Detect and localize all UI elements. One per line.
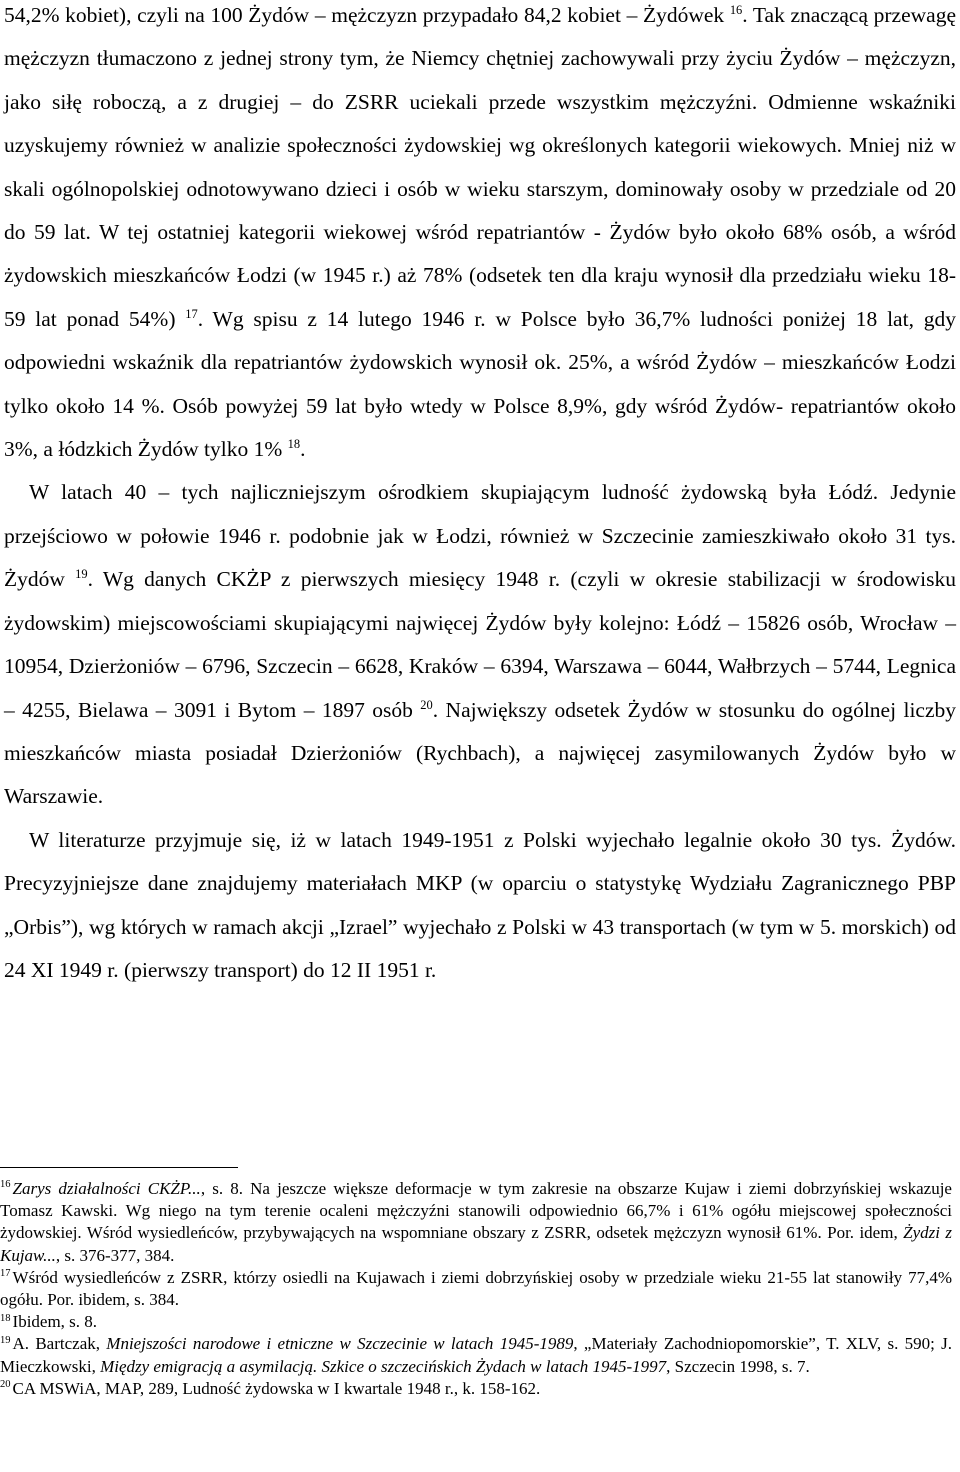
text-run: . Tak znaczącą przewagę mężczyzn tłumaczono z jednej strony tym, że Niemcy chętniej zachowywali przy życiu Żydów – mężczyzn, jako siłę roboczą, a z drugiej – do ZSRR uciekali przede wszystkim mężczyźni. Odmienne wskaźniki uzyskujemy również w analizie społeczności żydowskiej wg określonych kategorii wiekowych. Mniej niż w skali ogólnopolskiej odnotowywano dzieci i osób w wieku starszym, dominowały osoby w przedziale od 20 do 59 lat. W tej ostatniej kategorii wiekowej wśród repatriantów - Żydów było około 68% osób, a wśród żydowskich mieszkańców Łodzi (w 1945 r.) aż 78% (odsetek ten dla kraju wynosił dla przedziału wieku 18-59 lat ponad 54%) bbox=[4, 3, 956, 331]
cited-title: Żydzi z Kujaw... bbox=[0, 1223, 952, 1265]
paragraph-3 bbox=[4, 819, 956, 993]
text-run: . Wg spisu z 14 lutego 1946 r. w Polsce było 36,7% ludności poniżej 18 lat, gdy odpowiedni wskaźnik dla repatriantów żydowskich wynosił ok. 25%, a wśród Żydów – mieszkańców Łodzi tylko około 14 %. Osób powyżej 59 lat było wtedy w Polsce 8,9%, gdy wśród Żydów- repatriantów około 3%, a łódzkich Żydów tylko 1% bbox=[4, 306, 956, 462]
footnote-ref-16[interactable]: 16 bbox=[729, 2, 743, 17]
footnote-number: 19 bbox=[0, 1334, 11, 1346]
text-run: . bbox=[300, 437, 306, 462]
paragraph-1 bbox=[4, 0, 956, 471]
footnote-number: 20 bbox=[0, 1379, 11, 1391]
paragraph-2 bbox=[4, 471, 956, 818]
footnote-20 bbox=[0, 1378, 952, 1400]
text-run: . Wg danych CKŻP z pierwszych miesięcy 1948 r. (czyli w okresie stabilizacji w środowisku żydowskim) miejscowościami skupiającymi najwięcej Żydów były kolejno: Łódź – 15826 osób, Wrocław – 10954, Dzierżoniów – 6796, Szczecin – 6628, Kraków – 6394, Warszawa – 6044, Wałbrzych – 5744, Legnica – 4255, Bielawa – 3091 i Bytom – 1897 osób bbox=[4, 567, 956, 722]
footnote-18 bbox=[0, 1311, 952, 1333]
footnote-number: 17 bbox=[0, 1268, 11, 1280]
footnote-ref-20[interactable]: 20 bbox=[420, 697, 433, 712]
footnote-ref-17[interactable]: 17 bbox=[185, 306, 198, 321]
footnote-number: 18 bbox=[0, 1312, 11, 1324]
footnote-ref-19[interactable]: 19 bbox=[75, 567, 88, 582]
footnote-text: A. Bartczak, bbox=[12, 1334, 107, 1354]
footnote-text: , s. 376-377, 384. bbox=[55, 1245, 175, 1265]
text-run: W latach 40 – tych najliczniejszym ośrodkiem skupiającym ludność żydowską była Łódź. Jedynie przejściowo w połowie 1946 r. podobnie jak w Łodzi, również w Szczecinie zamieszkiwało około 31 tys. Żydów bbox=[4, 480, 956, 592]
footnote-ref-18[interactable]: 18 bbox=[287, 436, 301, 451]
footnote-19 bbox=[0, 1333, 952, 1377]
footnote-text: , „Materiały Zachodniopomorskie”, T. XLV, s. 590; J. Mieczkowski, bbox=[0, 1334, 952, 1376]
footnote-text: CA MSWiA, MAP, 289, Ludność żydowska w I kwartale 1948 r., k. 158-162. bbox=[12, 1378, 541, 1398]
text-run: . Największy odsetek Żydów w stosunku do ogólnej liczby mieszkańców miasta posiadał Dzierżoniów (Rychbach), a najwięcej zasymilowanych Żydów było w Warszawie. bbox=[4, 697, 956, 809]
document-page bbox=[4, 0, 956, 992]
cited-title: Zarys działalności CKŻP... bbox=[12, 1179, 201, 1198]
footnote-text: , s. 8. Na jeszcze większe deformacje w tym zakresie na obszarze Kujaw i ziemi dobrzyńskiej wskazuje Tomasz Kawski. Wg niego na tym terenie ocaleni mężczyźni stanowili odpowiednio 66,7% i 61% ogółu miejscowej społeczności żydowskiej. Wśród wysiedleńców, przybywających na wspomniane obszary z ZSRR, odsetek mężczyzn wynosił 61%. Por. idem, bbox=[0, 1179, 952, 1243]
text-run: W literaturze przyjmuje się, iż w latach 1949-1951 z Polski wyjechało legalnie około 30 tys. Żydów. Precyzyjniejsze dane znajdujemy materiałach MKP (w oparciu o statystykę Wydziału Zagranicznego PBP „Orbis”), wg których w ramach akcji „Izrael” wyjechało z Polski w 43 transportach (w tym w 5. morskich) od 24 XI 1949 r. (pierwszy transport) do 12 II 1951 r. bbox=[4, 827, 956, 982]
text-run: 54,2% kobiet), czyli na 100 Żydów – mężczyzn przypadało 84,2 kobiet – Żydówek bbox=[4, 3, 730, 27]
footnote-separator bbox=[0, 1167, 238, 1168]
footnote-text: , Szczecin 1998, s. 7. bbox=[666, 1356, 810, 1376]
footnote-16 bbox=[0, 1178, 952, 1267]
footnote-17 bbox=[0, 1267, 952, 1311]
cited-title: Między emigracją a asymilacją. Szkice o szczecińskich Żydach w latach 1945-1997 bbox=[100, 1356, 667, 1376]
footnote-text: Wśród wysiedleńców z ZSRR, którzy osiedli na Kujawach i ziemi dobrzyńskiej osoby w przedziale wieku 21-55 lat stanowiły 77,4% ogółu. Por. ibidem, s. 384. bbox=[0, 1267, 952, 1310]
footnote-number: 16 bbox=[0, 1179, 11, 1191]
cited-title: Mniejszości narodowe i etniczne w Szczecinie w latach 1945-1989 bbox=[106, 1334, 574, 1354]
footnote-text: Ibidem, s. 8. bbox=[12, 1312, 98, 1332]
footnotes bbox=[0, 1178, 952, 1400]
